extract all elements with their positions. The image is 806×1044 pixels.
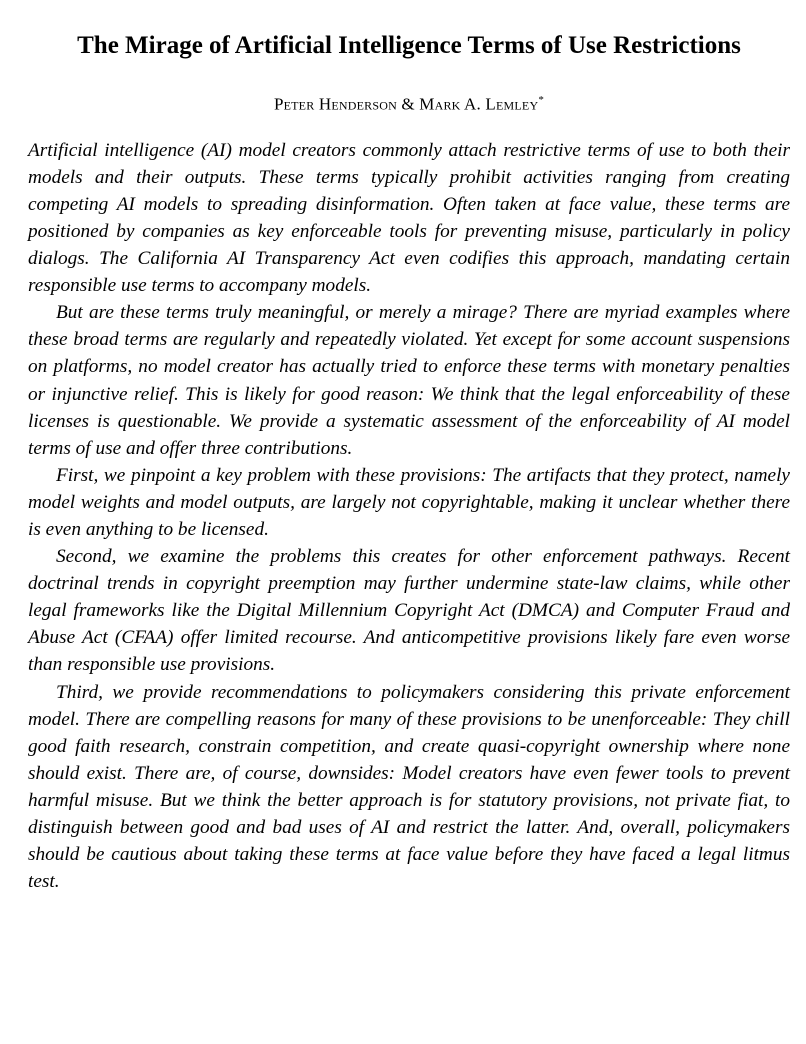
abstract-paragraph: Second, we examine the problems this creates for other enforcement pathways. Recent doctrinal trends in copyright preemption may further undermine state-law claims, while other legal frameworks like the Digital Millennium Copyright Act (DMCA) and Computer Fraud and Abuse Act (CFAA) offer limited recourse. And anticompetitive provisions likely fare even worse than responsible use provisions. xyxy=(28,546,790,676)
abstract-paragraph: Artificial intelligence (AI) model creators commonly attach restrictive terms of use to both their models and their outputs. These terms typically prohibit activities ranging from creating competing AI models to spreading disinformation. Often taken at face value, these terms are positioned by companies as key enforceable tools for preventing misuse, particularly in policy dialogs. The California AI Transparency Act even codifies this approach, mandating certain responsible use terms to accompany models. xyxy=(28,139,790,297)
abstract-paragraph: But are these terms truly meaningful, or merely a mirage? There are myriad examples where these broad terms are regularly and repeatedly violated. Yet except for some account suspensions on platforms, no model creator has actually tried to enforce these terms with monetary penalties or injunctive relief. This is likely for good reason: We think that the legal enforceability of these licenses is questionable. We provide a systematic assessment of the enforceability of AI model terms of use and offer three contributions. xyxy=(28,302,790,459)
abstract-paragraph: Third, we provide recommendations to policymakers considering this private enforcement model. There are compelling reasons for many of these provisions to be unenforceable: They chill good faith research, constrain competition, and create quasi-copyright ownership where none should exist. There are, of course, downsides: Model creators have even fewer tools to prevent harmful misuse. But we think the better approach is for statutory provisions, not private fiat, to distinguish between good and bad uses of AI and restrict the latter. And, overall, policymakers should be cautious about taking these terms at face value before they have faced a legal litmus test. xyxy=(28,681,790,893)
paper-title: The Mirage of Artificial Intelligence Terms of Use Restrictions xyxy=(77,32,741,59)
author-names: Peter Henderson & Mark A. Lemley xyxy=(273,94,539,114)
author-footnote-mark: * xyxy=(538,94,545,106)
author-line xyxy=(28,94,790,115)
abstract xyxy=(28,137,790,896)
abstract-paragraph: First, we pinpoint a key problem with these provisions: The artifacts that they protect, namely model weights and model outputs, are largely not copyrightable, making it unclear whether there is even anything to be licensed. xyxy=(28,464,790,540)
